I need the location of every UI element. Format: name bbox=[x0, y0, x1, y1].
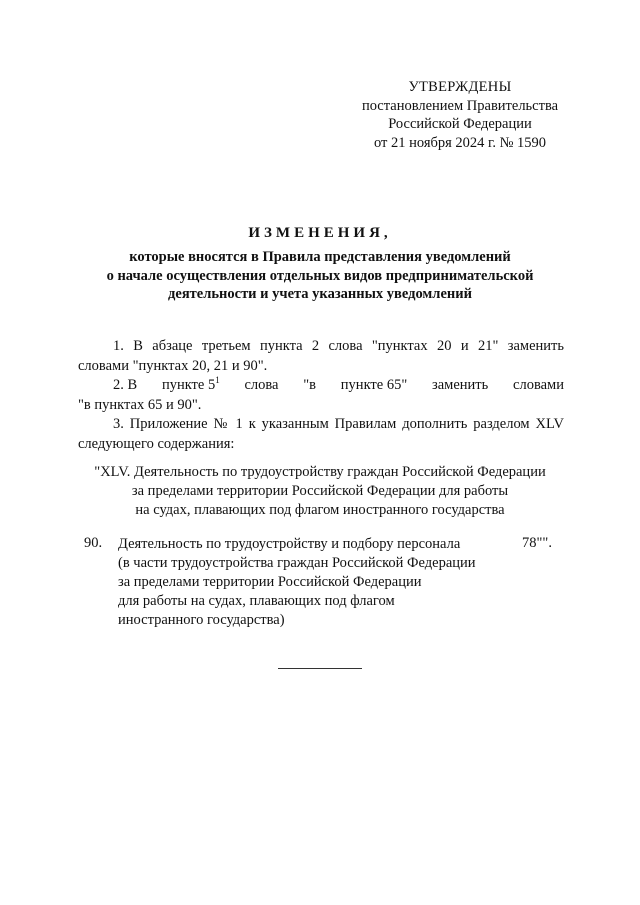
amendments-body bbox=[78, 337, 564, 454]
item-2-word: пункте 65" bbox=[340, 377, 408, 393]
item-2-word: слова bbox=[244, 377, 279, 393]
item-1-line: словами "пунктах 20, 21 и 90". bbox=[78, 357, 268, 374]
item-2-word: заменить bbox=[432, 377, 489, 393]
item-2-word bbox=[162, 376, 220, 396]
subtitle-line: о начале осуществления отдельных видов предпринимательской bbox=[106, 267, 534, 284]
subtitle-line: деятельности и учета указанных уведомлений bbox=[168, 286, 472, 302]
item-2-word-text: пункте 5 bbox=[161, 377, 216, 393]
entry-line: иностранного государства) bbox=[118, 612, 285, 628]
section-line: "XLV. Деятельность по трудоустройству граждан Российской Федерации bbox=[94, 464, 546, 480]
item-2-line bbox=[78, 376, 564, 396]
entry-line: Деятельность по трудоустройству и подбору персонала bbox=[118, 536, 461, 552]
entry-value: 78"". bbox=[522, 535, 552, 551]
item-1-line: 1. В абзаце третьем пункта 2 слова "пунктах 20 и 21" заменить bbox=[113, 338, 564, 354]
entry-description bbox=[118, 535, 518, 630]
approval-line: Российской Федерации bbox=[388, 116, 532, 132]
item-2-line: "в пунктах 65 и 90". bbox=[78, 396, 202, 413]
item-3-line: 3. Приложение № 1 к указанным Правилам дополнить разделом XLV bbox=[113, 416, 564, 432]
closing-rule bbox=[278, 668, 362, 669]
item-2-word: 2. В bbox=[113, 377, 138, 393]
item-2-word: "в bbox=[303, 377, 317, 393]
document-subtitle bbox=[60, 248, 580, 304]
approval-date: от 21 ноября 2024 г. № 1590 bbox=[373, 134, 547, 151]
entry-line: за пределами территории Российской Федерации bbox=[118, 574, 422, 590]
section-line: за пределами территории Российской Федерации для работы bbox=[131, 483, 509, 499]
item-2-word: словами bbox=[513, 377, 564, 393]
document-title: ИЗМЕНЕНИЯ, bbox=[248, 225, 392, 241]
approval-line: постановлением Правительства bbox=[361, 97, 559, 114]
entry-number: 90. bbox=[84, 535, 103, 551]
approval-heading: УТВЕРЖДЕНЫ bbox=[408, 79, 512, 95]
item-3-line: следующего содержания: bbox=[78, 435, 235, 452]
entry-line: для работы на судах, плавающих под флагом bbox=[118, 593, 395, 609]
entry-line: (в части трудоустройства граждан Российской Федерации bbox=[118, 555, 476, 571]
subtitle-line: которые вносятся в Правила представления уведомлений bbox=[129, 249, 511, 265]
section-line: на судах, плавающих под флагом иностранного государства bbox=[135, 502, 505, 518]
section-heading bbox=[80, 463, 560, 520]
approval-stamp bbox=[330, 78, 590, 152]
superscript: 1 bbox=[215, 375, 220, 385]
